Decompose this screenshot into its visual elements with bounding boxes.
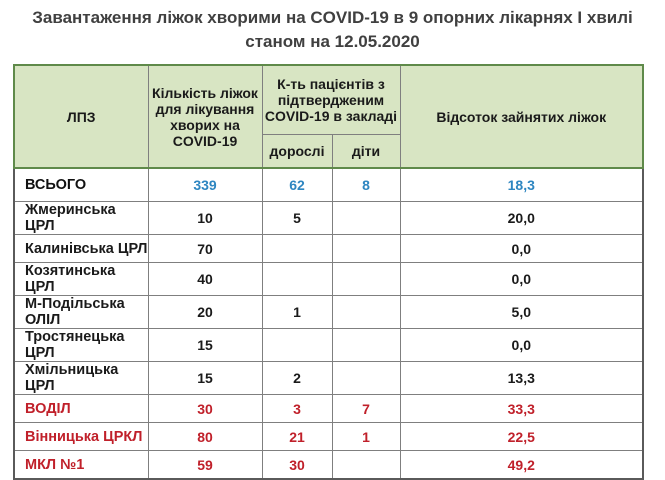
cell-adults: 2: [262, 362, 332, 395]
cell-occupancy: 0,0: [400, 263, 643, 296]
page-title: [0, 6, 665, 54]
table-row-highlighted: [14, 451, 643, 480]
cell-name: МКЛ №1: [14, 451, 148, 480]
cell-beds: 10: [148, 202, 262, 235]
cell-beds: 59: [148, 451, 262, 480]
cell-occupancy: 13,3: [400, 362, 643, 395]
table-row-highlighted: [14, 395, 643, 423]
cell-adults: 1: [262, 296, 332, 329]
title-line-1: Завантаження ліжок хворими на COVID-19 в 9 опорних лікарнях І хвилі: [32, 8, 633, 27]
header-facility: ЛПЗ: [14, 65, 148, 168]
cell-occupancy: 33,3: [400, 395, 643, 423]
cell-occupancy: 20,0: [400, 202, 643, 235]
cell-adults: 5: [262, 202, 332, 235]
table-header: [14, 65, 643, 168]
cell-beds: 70: [148, 235, 262, 263]
cell-children: 8: [332, 168, 400, 202]
bed-occupancy-table: [13, 64, 644, 480]
cell-children: [332, 235, 400, 263]
header-occupancy: Відсоток зайнятих ліжок: [400, 65, 643, 168]
cell-children: [332, 296, 400, 329]
table-row: [14, 263, 643, 296]
cell-children: [332, 263, 400, 296]
cell-occupancy: 18,3: [400, 168, 643, 202]
table-row: [14, 235, 643, 263]
cell-name: Хмільницька ЦРЛ: [14, 362, 148, 395]
header-adults: дорослі: [262, 135, 332, 169]
cell-adults: 30: [262, 451, 332, 480]
cell-beds: 40: [148, 263, 262, 296]
header-children: діти: [332, 135, 400, 169]
cell-adults: [262, 263, 332, 296]
table-row: [14, 202, 643, 235]
table-body: [14, 168, 643, 479]
cell-beds: 15: [148, 362, 262, 395]
cell-name: Вінницька ЦРКЛ: [14, 423, 148, 451]
cell-children: [332, 202, 400, 235]
cell-name: Калинівська ЦРЛ: [14, 235, 148, 263]
cell-adults: 62: [262, 168, 332, 202]
cell-name: Козятинська ЦРЛ: [14, 263, 148, 296]
cell-children: [332, 362, 400, 395]
table-row-total: [14, 168, 643, 202]
cell-children: [332, 329, 400, 362]
cell-children: 1: [332, 423, 400, 451]
cell-name: М-Подільська ОЛІЛ: [14, 296, 148, 329]
table-row: [14, 362, 643, 395]
cell-beds: 30: [148, 395, 262, 423]
cell-name: Тростянецька ЦРЛ: [14, 329, 148, 362]
cell-children: [332, 451, 400, 480]
cell-name: Жмеринська ЦРЛ: [14, 202, 148, 235]
cell-adults: [262, 329, 332, 362]
cell-beds: 20: [148, 296, 262, 329]
table-row: [14, 329, 643, 362]
title-line-2: станом на 12.05.2020: [245, 32, 420, 51]
table-row: [14, 296, 643, 329]
cell-children: 7: [332, 395, 400, 423]
cell-occupancy: 22,5: [400, 423, 643, 451]
cell-beds: 339: [148, 168, 262, 202]
cell-occupancy: 0,0: [400, 329, 643, 362]
table-row-highlighted: [14, 423, 643, 451]
cell-beds: 80: [148, 423, 262, 451]
cell-name: ВСЬОГО: [14, 168, 148, 202]
cell-occupancy: 0,0: [400, 235, 643, 263]
cell-occupancy: 5,0: [400, 296, 643, 329]
cell-adults: [262, 235, 332, 263]
cell-name: ВОДІЛ: [14, 395, 148, 423]
cell-beds: 15: [148, 329, 262, 362]
header-beds: Кількість ліжок для лікування хворих на COVID-19: [148, 65, 262, 168]
cell-adults: 3: [262, 395, 332, 423]
header-patients-group: К-ть пацієнтів з підтвердженим COVID-19 в закладі: [262, 65, 400, 135]
cell-occupancy: 49,2: [400, 451, 643, 480]
cell-adults: 21: [262, 423, 332, 451]
